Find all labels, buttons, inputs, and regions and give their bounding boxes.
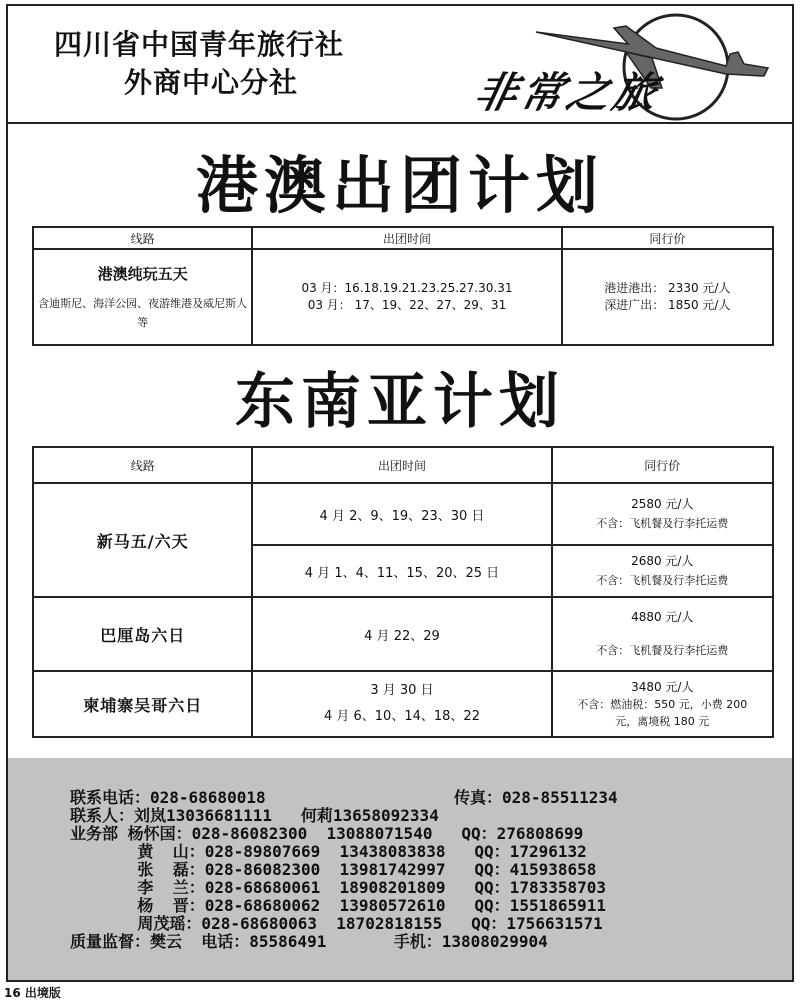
staff-line: 周茂瑶：028-68680063 18702818155 QQ：1756631571 bbox=[70, 914, 603, 933]
agency-name-line2: 外商中心分社 bbox=[124, 66, 299, 99]
staff-line: 杨 晋：028-68680062 13980572610 QQ：1551865911 bbox=[70, 896, 607, 915]
price-line: 港进港出： 2330 元/人 bbox=[604, 281, 731, 295]
staff-line: 张 磊：028-86082300 13981742997 QQ：415938658 bbox=[70, 860, 597, 879]
price-cell bbox=[552, 483, 773, 545]
price-value: 3480 元/人 bbox=[631, 679, 694, 694]
route-cell bbox=[33, 249, 252, 345]
column-header-price: 同行价 bbox=[552, 447, 773, 483]
contact-persons: 联系人：刘岚13036681111 何莉13658092334 bbox=[70, 806, 439, 825]
price-note: 不含：飞机餐及行李托运费 bbox=[596, 644, 729, 657]
column-header-dates: 出团时间 bbox=[252, 447, 551, 483]
slogan-text: 非常之旅 bbox=[470, 68, 665, 117]
table-row bbox=[33, 671, 773, 737]
table-header-row bbox=[33, 447, 773, 483]
price-cell bbox=[552, 597, 773, 671]
dates-cell bbox=[252, 249, 561, 345]
header bbox=[6, 4, 794, 124]
page-footer: 16 出境版 bbox=[4, 986, 61, 1000]
dates-cell: 4 月 1、4、11、15、20、25 日 bbox=[252, 545, 551, 597]
dates-cell: 4 月 2、9、19、23、30 日 bbox=[252, 483, 551, 545]
contact-panel bbox=[8, 758, 792, 980]
route-description: 含迪斯尼、海洋公园、夜游维港及威尼斯人等 bbox=[38, 296, 248, 329]
southeast-asia-title: 东南亚计划 bbox=[235, 367, 565, 437]
southeast-asia-table bbox=[32, 446, 774, 738]
price-line: 深进广出： 1850 元/人 bbox=[604, 298, 731, 312]
route-name: 巴厘岛六日 bbox=[33, 597, 252, 671]
contact-phone: 联系电话：028-68680018 bbox=[70, 788, 266, 807]
column-header-price: 同行价 bbox=[562, 227, 773, 249]
dates-line: 4 月 6、10、14、18、22 bbox=[323, 709, 480, 724]
column-header-dates: 出团时间 bbox=[252, 227, 561, 249]
price-value: 2680 元/人 bbox=[631, 554, 694, 568]
table-row bbox=[33, 249, 773, 345]
price-cell bbox=[552, 671, 773, 737]
price-note: 不含：飞机餐及行李托运费 bbox=[596, 517, 729, 530]
dates-line: 03 月： 17、19、22、27、29、31 bbox=[307, 298, 507, 312]
column-header-route: 线路 bbox=[33, 227, 252, 249]
price-note: 元，离境税 180 元 bbox=[615, 714, 710, 728]
staff-line: 李 兰：028-68680061 18908201809 QQ：1783358703 bbox=[70, 878, 607, 897]
agency-name bbox=[54, 26, 344, 102]
staff-line: 黄 山：028-89807669 13438083838 QQ：17296132 bbox=[70, 842, 587, 861]
price-value: 4880 元/人 bbox=[631, 610, 694, 624]
contact-fax: 传真：028-85511234 bbox=[454, 788, 618, 807]
route-name: 柬埔寨吴哥六日 bbox=[33, 671, 252, 737]
dates-line: 3 月 30 日 bbox=[370, 683, 434, 698]
dates-cell bbox=[252, 671, 551, 737]
price-cell bbox=[552, 545, 773, 597]
price-value: 2580 元/人 bbox=[631, 497, 694, 511]
route-name: 港澳纯玩五天 bbox=[97, 264, 188, 283]
staff-line: 业务部 杨怀国：028-86082300 13088071540 QQ：276808699 bbox=[70, 824, 584, 843]
logo bbox=[470, 12, 776, 122]
quality-supervision: 质量监督：樊云 电话：85586491 手机：13808029904 bbox=[70, 932, 548, 951]
route-name: 新马五/六天 bbox=[33, 483, 252, 597]
price-note: 不含：飞机餐及行李托运费 bbox=[596, 574, 729, 587]
price-cell bbox=[562, 249, 773, 345]
price-note: 不含：燃油税：550 元，小费 200 bbox=[577, 697, 748, 711]
agency-name-line1: 四川省中国青年旅行社 bbox=[54, 28, 345, 61]
column-header-route: 线路 bbox=[33, 447, 252, 483]
hk-macau-title: 港澳出团计划 bbox=[195, 149, 604, 222]
dates-line: 03 月：16.18.19.21.23.25.27.30.31 bbox=[301, 281, 513, 295]
table-row bbox=[33, 597, 773, 671]
hk-macau-table bbox=[32, 226, 774, 346]
table-row bbox=[33, 483, 773, 545]
table-header-row bbox=[33, 227, 773, 249]
dates-cell: 4 月 22、29 bbox=[252, 597, 551, 671]
